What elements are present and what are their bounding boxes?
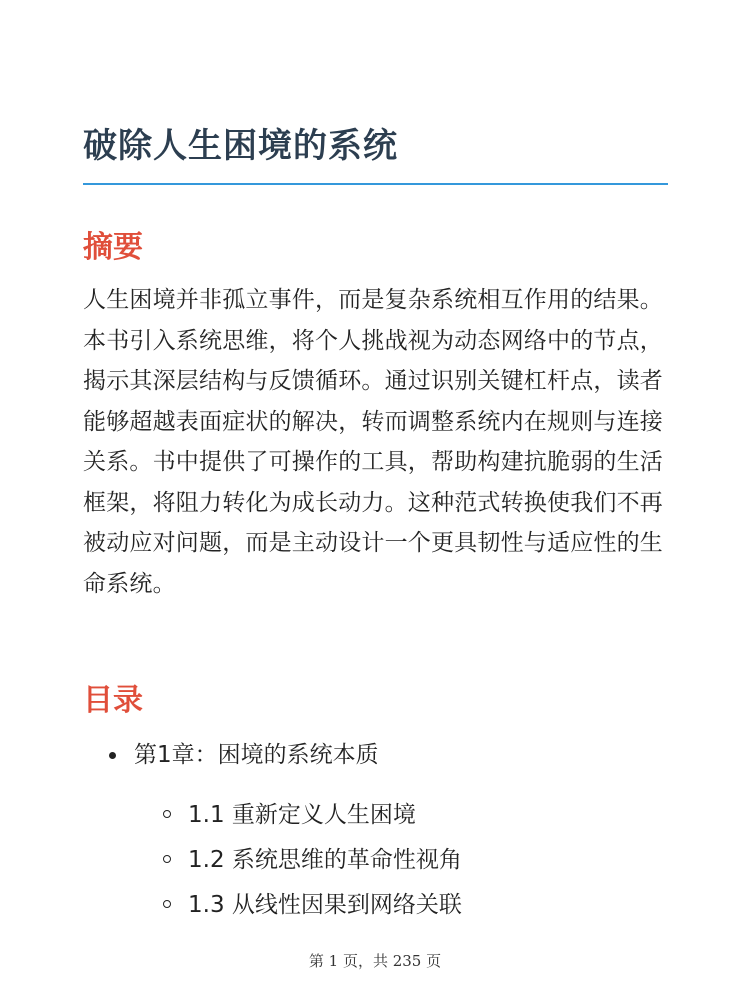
table-of-contents xyxy=(83,735,668,918)
abstract-heading: 摘要 xyxy=(83,230,143,265)
document-title: 破除人生困境的系统 xyxy=(83,126,398,166)
toc-section-1-3 xyxy=(83,885,668,930)
toc-section-1-2 xyxy=(83,840,668,885)
toc-section-1-1 xyxy=(83,795,668,840)
circle-bullet-icon xyxy=(163,810,171,818)
abstract-body: 人生困境并非孤立事件，而是复杂系统相互作用的结果。本书引入系统思维，将个人挑战视为动态网络中的节点，揭示其深层结构与反馈循环。通过识别关键杠杆点，读者能够超越表面症状的解决，转而调整系统内在规则与连接关系。书中提供了可操作的工具，帮助构建抗脆弱的生活框架，将阻力转化为成长动力。这种范式转换使我们不再被动应对问题，而是主动设计一个更具韧性与适应性的生命系统。 xyxy=(83,287,663,597)
title-divider xyxy=(83,183,668,185)
page-number-footer: 第 1 页，共 235 页 xyxy=(308,952,442,970)
toc-section-list xyxy=(83,795,668,930)
circle-bullet-icon xyxy=(163,900,171,908)
toc-section-label: 1.2 系统思维的革命性视角 xyxy=(188,847,462,873)
circle-bullet-icon xyxy=(163,855,171,863)
toc-chapter-label: 第1章：困境的系统本质 xyxy=(134,742,379,768)
toc-heading: 目录 xyxy=(83,683,143,718)
bullet-icon xyxy=(109,752,116,759)
toc-section-label: 1.1 重新定义人生困境 xyxy=(188,802,416,828)
toc-chapter-1 xyxy=(83,735,668,918)
toc-section-label: 1.3 从线性因果到网络关联 xyxy=(188,892,462,918)
